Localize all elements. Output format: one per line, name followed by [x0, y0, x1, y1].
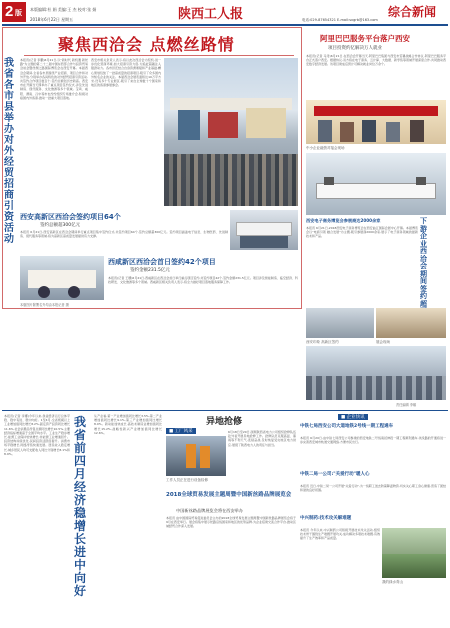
- lower-center-section-title: 异地抢修: [206, 417, 243, 427]
- lower-right-item-3-headline: 中兴制药:技术攻关解难题: [300, 516, 352, 521]
- right-band-photo: [306, 346, 446, 400]
- right-middle-headline: 西安电子商务博览会参展商达2000余家: [306, 218, 381, 223]
- lower-right-item-2-text: 本报讯 近日,中铁二局一公司开展"关爱行动",为一线职工送去防暑降温物资,切实关心职工身心健康,营造了团结和谐的良好氛围。: [300, 484, 446, 493]
- bottom-left-photo: [20, 256, 104, 300]
- lower-center-subhead: 中国新丝路品牌展览会将在西安举办: [176, 508, 244, 513]
- small-photo-caption-2: 展会现场: [376, 340, 390, 344]
- lower-right-item-1-headline: 中铁七局西安公司大道地铁2号线一期工程通车: [300, 424, 394, 429]
- page-label: 版: [15, 9, 22, 17]
- lower-center-headline: 2018全球贸易发展主题周暨中国新丝路品牌展览会: [166, 492, 292, 498]
- top-right-headline: 阿里巴巴服务平台落户西安: [320, 34, 410, 43]
- top-right-subhead: 项目投资约亿解决万人就业: [328, 46, 382, 51]
- contact-line: 电话:029-87654321 E-mail:sxgrb@163.com: [302, 18, 378, 22]
- lower-center-photo: [166, 436, 226, 476]
- lower-center-text: 6月18日至20日,国网陕西省电力公司组织抢修队伍赴外省开展异地抢修工作。抢修队员克服高温、暴雨等不利天气,连续奋战,及时恢复受灾地区电力供应,展现了陕西电力人的责任与担当。: [228, 430, 296, 447]
- lower-right-item-2-headline: 中铁二局一公司:"关爱行动"暖人心: [300, 472, 370, 477]
- lower-left-text-b: 从产业看,第一产业增加值同比增长3.5%,第二产业增加值同比增长9.1%,第三产业增加值同比增长8.0%。新动能加快成长,高技术制造业增加值同比增长15.2%,战略性新兴产业增加值同比增长12.6%。: [94, 414, 162, 435]
- small-photo-caption-1: 西安印象 高新区签约: [306, 340, 339, 344]
- lower-right-section-tag: ■ 企业快讯: [338, 414, 368, 420]
- right-footer-note: 责任编辑 李娜: [396, 403, 417, 407]
- banner-rule: [24, 55, 294, 56]
- lower-center-text-b: 本报讯 由中国国际贸易促进委员会主办的2018全球贸易发展主题周暨中国新丝路品牌展览会将于9月在西安举行。展会将集中展示丝路沿线国家和地区的优势品牌,为企业搭建交流合作平台,推动区域经贸合作深入发展。: [166, 516, 296, 529]
- xian-photo: [230, 210, 298, 250]
- bottom-left-subhead: 签约金额231.5亿元: [130, 268, 170, 273]
- date-line: 2018年6月22日 星期五: [30, 17, 74, 22]
- feature-footer-note: 本版图片除署名外均由本报记者 摄: [20, 303, 69, 307]
- lower-right-item-3-text: 本报讯 今年以来,中兴制药公司积极开展技术攻关活动,组织技术骨干围绕生产难题开展攻关,成功解决多项技术难题,有效提升了生产效率和产品质量。: [300, 528, 380, 541]
- banner-title: 聚焦西洽会 点燃丝路情: [58, 35, 235, 54]
- lower-right-item-1-text: 本报讯 6月20日,由中铁七局西安公司参建的西安地铁二号线南延伸段一期工程顺利通车,该线路的开通将进一步完善西安城市轨道交通网络,方便市民出行。: [300, 436, 446, 445]
- right-middle-vertical-headline: 下游企业西洽会期间签约超: [420, 217, 427, 308]
- top-right-photo-caption: 中小企业融资对接会现场: [306, 146, 345, 150]
- small-photo-2: [376, 308, 446, 338]
- feature-text-right: 西安市相关负责人表示,将以此次西洽会为契机,进一步优化营商环境,加大招商引资力度,为追赶超越注入强劲动力。各市县还结合自身资源禀赋和产业基础,精心策划包装了一批高质量的招商项目,吸引了众多国内外知名企业的关注。本届西洽会展览面积达10万平方米,设有多个专业展区,吸引了来自全球数十个国家和地区的客商参展参会。: [91, 58, 161, 88]
- lower-right-photo-caption: 我的绿水青山: [382, 580, 403, 584]
- header-info: 本版编辑:杜 娟 美编:王 杰 校对:张 娟: [30, 7, 97, 12]
- lower-center-photo-caption: 工作人员正在进行设备检修: [166, 478, 208, 482]
- section-divider: [2, 410, 448, 411]
- masthead-rule: [2, 24, 448, 26]
- side-vertical-headline: 我省各市县举办对外经贸招商引资活动: [4, 58, 14, 245]
- right-side-photo: [306, 153, 446, 215]
- xian-box-text: 本报讯 6月21日,西安高新区在西洽会期间举行重点项目集中签约仪式,共签约项目64个,签约总额超300亿元。签约项目涵盖电子信息、生物医药、先进制造、现代服务等领域,将为高新区高质量发展提供有力支撑。: [20, 230, 228, 239]
- lower-left-vertical-headline: 我省前四月经济稳增长进中向好: [74, 415, 87, 598]
- section-label: 综合新闻: [388, 5, 437, 19]
- xian-box-subhead: 签约总额超300亿元: [40, 223, 81, 228]
- lower-center-section-tag: ■ 工厂风采: [166, 428, 196, 434]
- paper-name: 陕西工人报: [178, 7, 244, 22]
- bottom-left-headline: 西咸新区西洽会首日签约42个项目: [108, 258, 216, 266]
- top-right-text: 本报讯(记者 马涛)6月21日,在西洽会开幕当天,阿里巴巴集团与西安市签署战略合作协议,阿里巴巴服务平台正式落户西安。根据协议,双方将在电子商务、云计算、大数据、新零售等领域开展深度合作,共同推动西安数字经济发展。该项目建成后预计可解决就业岗位万余个。: [306, 54, 446, 67]
- feature-text-left: 本报讯(记者 李鹏)6月21日,以"新时代 新机遇 新丝路"为主题的第二十二届中国东西部合作与投资贸易洽谈会暨丝绸之路国际博览会在西安开幕。本届西洽会期间,全省各市县围绕产业招商、项目合作和对外开放,分别举办各具特色的对外经贸招商引资活动,共签约合作项目数百个,签约总额创历史新高。西安市在开幕当天即举办了重点项目签约仪式,涉及先进制造、现代服务、文化旅游等多个领域。宝鸡、咸阳、渭南、汉中等市也纷纷组织专场推介会,积极对接国内外客商,推动一批重大项目落地。: [20, 58, 88, 100]
- bottom-left-text: 本报讯(记者 王娜)6月21日,西咸新区在西洽会首日举行重点项目签约,共签约项目42个,签约金额231.5亿元。项目涉及智能制造、临空经济、科技研发、文化旅游等多个领域。西咸新区相关负责人表示,将全力做好项目落地服务保障工作。: [108, 276, 298, 285]
- page-number-badge: [2, 2, 26, 22]
- page-number: 2: [5, 3, 14, 20]
- small-photo-1: [306, 308, 374, 338]
- feature-photo: [164, 58, 298, 206]
- lower-right-photo: [382, 528, 446, 578]
- xian-box-headline: 西安高新区西洽会签约项目64个: [20, 213, 121, 221]
- top-right-photo: [306, 100, 446, 144]
- masthead: [2, 2, 448, 24]
- right-middle-text: 本报讯 6月21日,2018西安电子商务博览会在西安曲江国际会展中心开幕。本届博览会以"电商引领 融合发展"为主题,吸引参展商2000余家,展示了电子商务领域的最新技术和产品。: [306, 226, 418, 239]
- lower-left-text-a: 本报讯(记者 李娜)今年以来,我省经济运行总体平稳、稳中有进、稳中向好。1至4月,全省规模以上工业增加值同比增长8.2%,固定资产投资同比增长11.6%,社会消费品零售总额同比增长10.5%,主要经济指标增速高于全国平均水平。工业生产稳步增长,能源工业保持较快增长,非能源工业增速回升。投资结构持续优化,民间投资活跃度提升。消费市场平稳增长,网络零售快速发展。居民收入稳定增长,城乡居民人均可支配收入同比分别增长8.1%和8.9%。: [4, 414, 70, 456]
